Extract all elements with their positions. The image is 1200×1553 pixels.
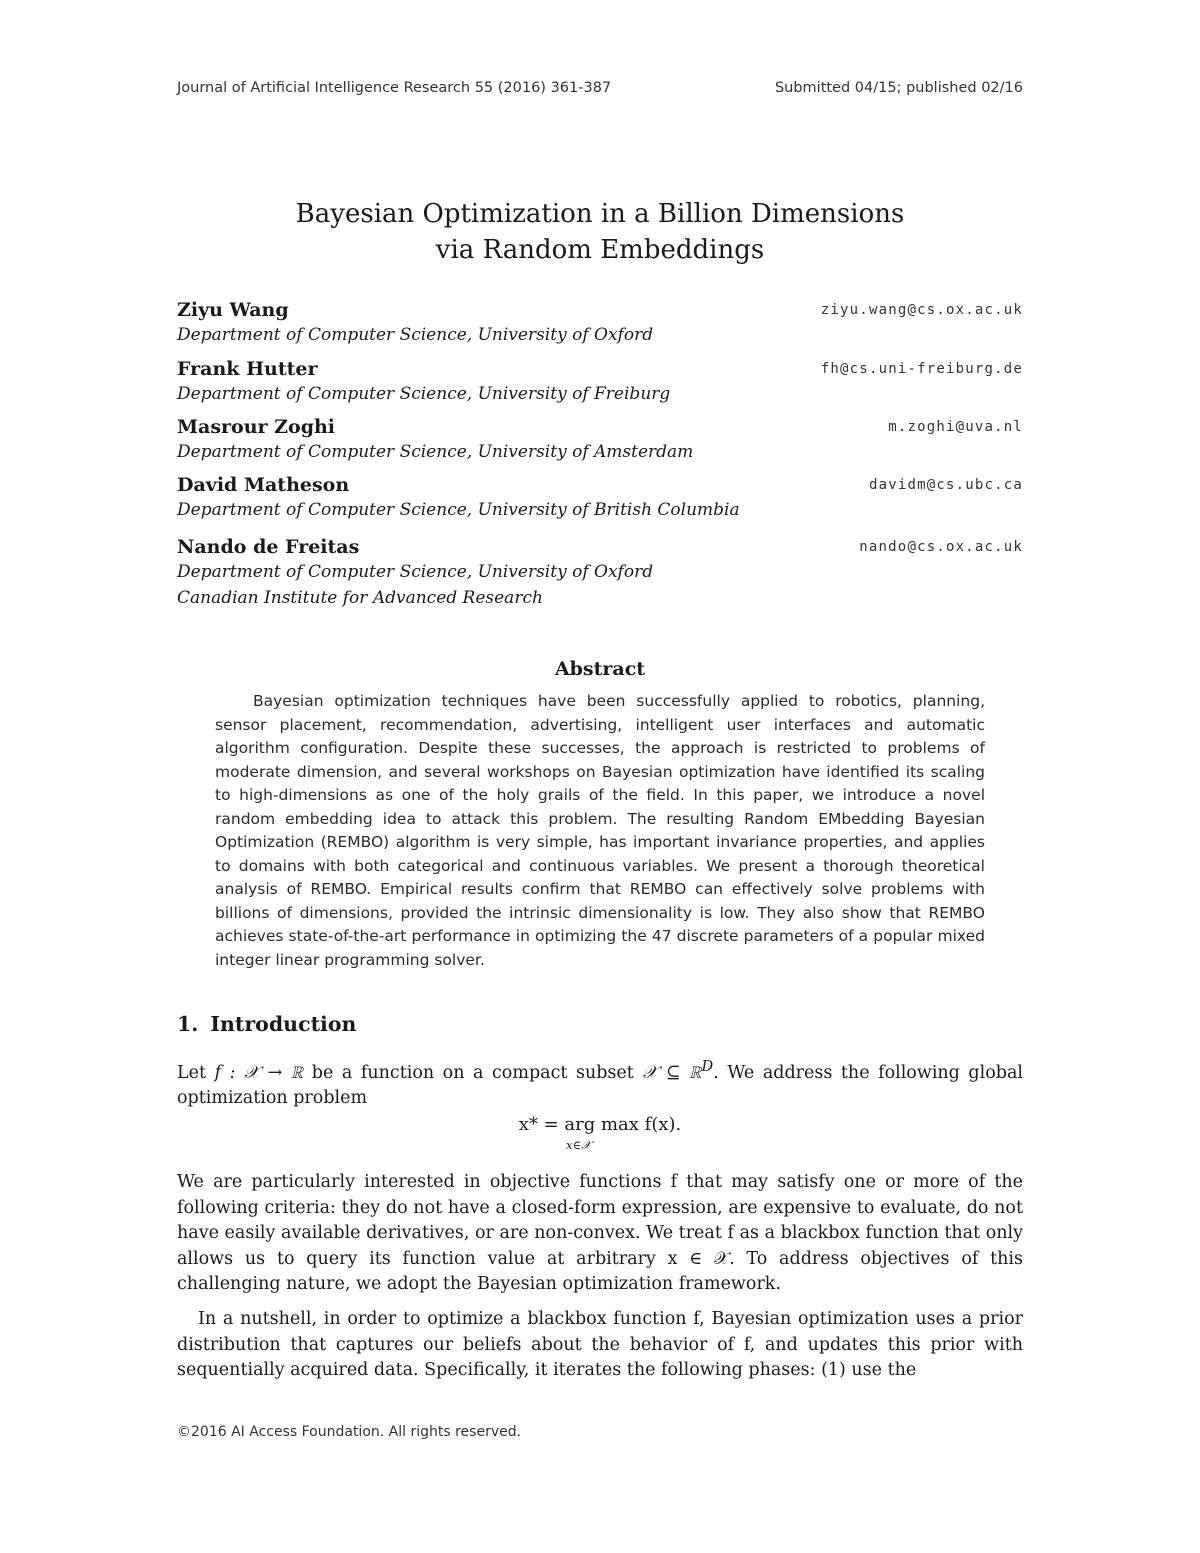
title-line-1: Bayesian Optimization in a Billion Dimensions — [295, 199, 905, 229]
author-email[interactable]: davidm@cs.ubc.ca — [868, 477, 1023, 493]
submission-dates: Submitted 04/15; published 02/16 — [774, 80, 1023, 96]
author-affiliation: Department of Computer Science, University of Amsterdam — [177, 442, 694, 462]
author-affiliation: Department of Computer Science, University of Freiburg — [177, 384, 671, 404]
intro-text: . We address the following global optimization problem — [177, 1062, 1023, 1109]
author-email[interactable]: nando@cs.ox.ac.uk — [859, 539, 1023, 555]
author-block — [177, 535, 1023, 611]
author-email[interactable]: ziyu.wang@cs.ox.ac.uk — [820, 302, 1023, 318]
author-block — [177, 298, 1023, 348]
journal-header: Journal of Artificial Intelligence Research 55 (2016) 361-387 — [177, 80, 612, 96]
abstract-heading: Abstract — [554, 658, 646, 680]
intro-text: In a nutshell, in order to optimize a blackbox function f, Bayesian optimization uses a prior distribution that captures our beliefs about the behavior of f, and updates this prior with sequentially acquired data. Specifically, it iterates the following phases: (1) use the — [177, 1309, 1023, 1380]
author-email[interactable]: fh@cs.uni-freiburg.de — [820, 361, 1023, 377]
equation-subscript: x∈𝒳 — [566, 1138, 591, 1152]
author-name: Masrour Zoghi — [177, 416, 336, 438]
author-affiliation: Department of Computer Science, University of Oxford — [177, 325, 654, 345]
paper-title — [0, 196, 1200, 268]
math-inline: 𝒳 ⊆ ℝ — [642, 1062, 702, 1083]
math-inline: f : 𝒳 → ℝ — [214, 1062, 304, 1083]
intro-paragraph-3 — [177, 1307, 1023, 1384]
intro-text: Let — [177, 1062, 215, 1083]
section-number: 1. — [177, 1012, 199, 1036]
author-email[interactable]: m.zoghi@uva.nl — [888, 419, 1023, 435]
author-affiliation: Department of Computer Science, University of Oxford — [177, 562, 654, 582]
math-superscript: D — [701, 1058, 714, 1075]
intro-text: We are particularly interested in objective functions f that may satisfy one or more of the following criteria: they do not have a closed-form expression, are expensive to evaluate, do not have easily available derivatives, or are non-convex. We treat f as a blackbox function that only allows us to query its function value at arbitrary x ∈ 𝒳. To address objectives of this challenging nature, we adopt the Bayesian optimization framework. — [177, 1172, 1023, 1294]
intro-text: be a function on a compact subset — [303, 1062, 643, 1083]
author-block — [177, 357, 1023, 407]
equation-argmax: x* = arg max f(x). — [518, 1114, 682, 1135]
author-affiliation-2: Canadian Institute for Advanced Research — [177, 588, 543, 608]
section-heading — [177, 1012, 356, 1036]
author-name: Nando de Freitas — [177, 536, 360, 558]
title-line-2: via Random Embeddings — [435, 235, 765, 265]
abstract-text: Bayesian optimization techniques have been successfully applied to robotics, planning, sensor placement, recommendation, advertising, intelligent user interfaces and automatic algorithm configuration. Despite these successes, the approach is restricted to problems of moderate dimension, and several workshops on Bayesian optimization have identified its scaling to high-dimensions as one of the holy grails of the field. In this paper, we introduce a novel random embedding idea to attack this problem. The resulting Random EMbedding Bayesian Optimization (REMBO) algorithm is very simple, has important invariance properties, and applies to domains with both categorical and continuous variables. We present a thorough theoretical analysis of REMBO. Empirical results confirm that REMBO can effectively solve problems with billions of dimensions, provided the intrinsic dimensionality is low. They also show that REMBO achieves state-of-the-art performance in optimizing the 47 discrete parameters of a popular mixed integer linear programming solver. — [215, 692, 985, 969]
author-block — [177, 473, 1023, 523]
author-name: Ziyu Wang — [177, 299, 289, 321]
intro-paragraph-2 — [177, 1170, 1023, 1298]
intro-paragraph-1 — [177, 1054, 1023, 1112]
author-block — [177, 415, 1023, 465]
author-affiliation: Department of Computer Science, University of British Columbia — [177, 500, 740, 520]
author-name: David Matheson — [177, 474, 350, 496]
copyright-footer: ©2016 AI Access Foundation. All rights reserved. — [177, 1424, 522, 1440]
author-name: Frank Hutter — [177, 358, 318, 380]
abstract-body — [215, 690, 985, 972]
section-title: Introduction — [210, 1012, 357, 1036]
